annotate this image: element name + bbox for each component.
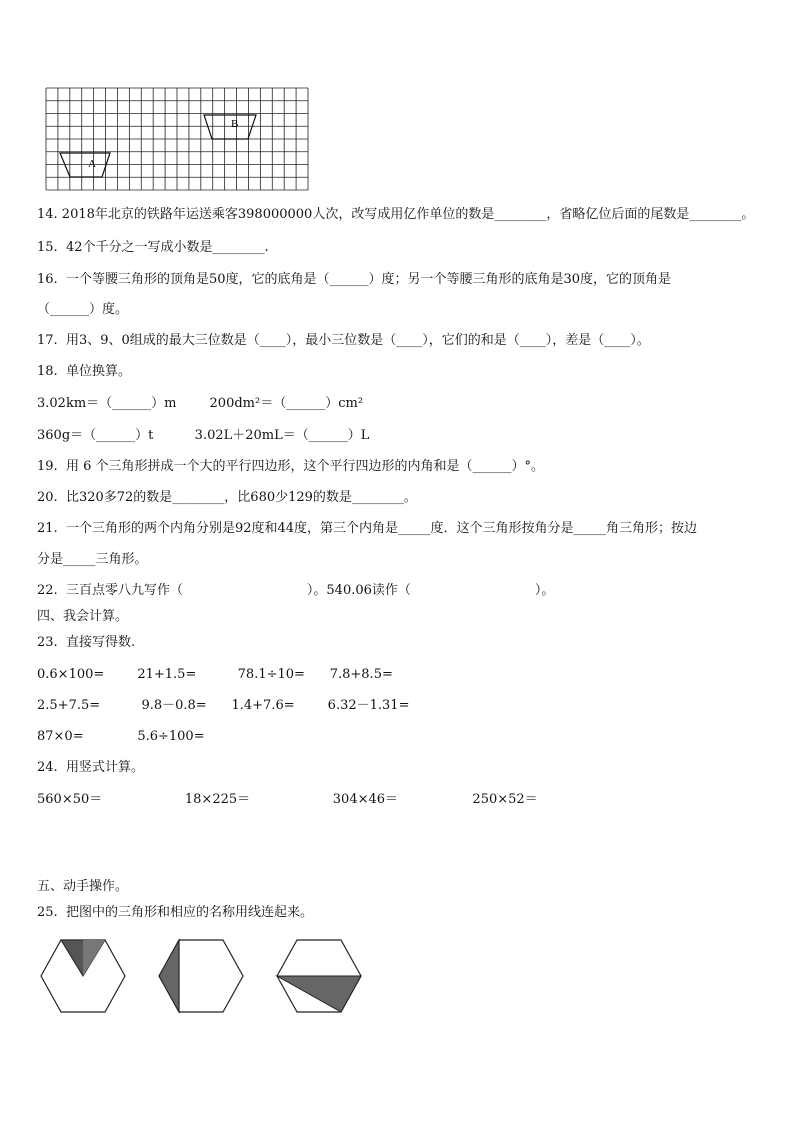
question-25: 25. 把图中的三角形和相应的名称用线连起来。 (37, 905, 313, 920)
trapezoid-a-label: A (88, 158, 96, 170)
question-21-line2: 分是_____三角形。 (37, 552, 148, 567)
section-4-heading: 四、我会计算。 (37, 609, 129, 624)
question-19: 19. 用 6 个三角形拼成一个大的平行四边形，这个平行四边形的内角和是（______）°。 (37, 459, 544, 474)
question-18-row1: 3.02km＝（______）m 200dm²＝（______）cm² (37, 396, 364, 411)
question-21-line1: 21. 一个三角形的两个内角分别是92度和44度，第三个内角是_____度．这个三角形按角分是_____角三角形；按边 (37, 521, 698, 536)
question-20: 20. 比320多72的数是________，比680少129的数是________。 (37, 490, 417, 505)
trapezoid-a (60, 153, 110, 177)
question-16-line2: （______）度。 (37, 302, 129, 317)
question-23-row3: 87×0= 5.6÷100= (37, 729, 205, 744)
question-14: 14. 2018年北京的铁路年运送乘客398000000人次，改写成用亿作单位的数是________，省略亿位后面的尾数是________。 (37, 207, 755, 222)
section-5-heading: 五、动手操作。 (37, 879, 129, 894)
question-16-line1: 16. 一个等腰三角形的顶角是50度，它的底角是（______）度；另一个等腰三角形的底角是30度，它的顶角是 (37, 272, 672, 287)
question-24-row: 560×50＝ 18×225＝ 304×46＝ 250×52＝ (37, 792, 538, 807)
question-18: 18. 单位换算。 (37, 364, 131, 379)
hexagon-figure-1 (39, 938, 127, 1014)
hexagon-figure-2 (157, 938, 245, 1014)
question-23: 23. 直接写得数. (37, 635, 136, 650)
question-22: 22. 三百点零八九写作（ ）。540.06读作（ ）。 (37, 583, 555, 598)
shaded-triangle-2 (159, 940, 179, 1012)
hexagon-figure-3 (275, 938, 363, 1014)
question-23-row1: 0.6×100= 21+1.5= 78.1÷10= 7.8+8.5= (37, 667, 393, 682)
trapezoid-b-label: B (231, 118, 239, 130)
question-18-row2: 360g＝（______）t 3.02L＋20mL＝（______）L (37, 428, 370, 443)
question-23-row2: 2.5+7.5= 9.8－0.8= 1.4+7.6= 6.32－1.31= (37, 698, 410, 713)
question-17: 17. 用3、9、0组成的最大三位数是（____），最小三位数是（____），它们的和是（____），差是（____）。 (37, 333, 650, 348)
grid-figure (45, 87, 309, 191)
question-24: 24. 用竖式计算。 (37, 760, 144, 775)
question-15: 15. 42个千分之一写成小数是________. (37, 240, 269, 255)
